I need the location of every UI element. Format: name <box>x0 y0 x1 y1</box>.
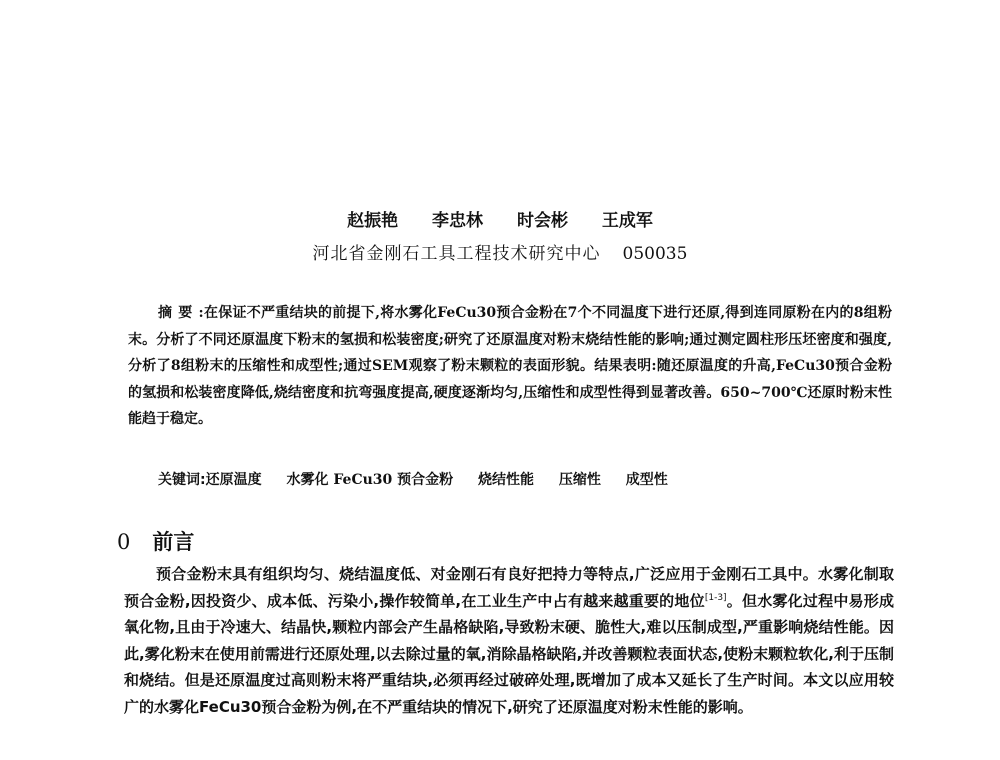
affiliation-name: 河北省金刚石工具工程技术研究中心 <box>312 244 601 264</box>
keywords-label: 关键词: <box>158 472 206 488</box>
abstract <box>128 300 892 433</box>
author-list <box>0 206 1000 231</box>
body-text-part: 预合金粉末具有组织均匀、烧结温度低、对金刚石有良好把持力等特点,广泛应用于金刚石工具中。水雾化制取预合金粉,因投资少、成本低、污染小,操作较简单,在工业生产中占有越来越重要的地位 <box>124 565 894 610</box>
author-name: 赵振艳 <box>347 211 399 231</box>
author-name: 王成军 <box>601 211 653 231</box>
section-title: 前言 <box>152 529 195 554</box>
keyword: 烧结性能 <box>478 472 534 488</box>
keyword: 还原温度 <box>205 472 262 488</box>
author-name: 李忠林 <box>432 211 484 231</box>
body-text-part: 。但水雾化过程中易形成氧化物,且由于冷速大、结晶快,颗粒内部会产生晶格缺陷,导致粉末硬、脆性大,难以压制成型,严重影响烧结性能。因此,雾化粉末在使用前需进行还原处理,以去除过量的氧,消除晶格缺陷,并改善颗粒表面状态,使粉末颗粒软化,利于压制和烧结。但是还原温度过高则粉末将严重结块,必须再经过破碎处理,既增加了成本又延长了生产时间。本文以应用较广的水雾化FeCu30预合金粉为例,在不严重结块的情况下,研究了还原温度对粉末性能的影响。 <box>124 591 894 716</box>
affiliation <box>0 239 1000 264</box>
author-name: 时会彬 <box>516 211 568 231</box>
abstract-label: 摘要 <box>158 305 199 321</box>
keyword: 成型性 <box>625 472 668 488</box>
body-paragraph <box>124 561 894 721</box>
section-heading <box>117 526 194 556</box>
postal-code: 050035 <box>622 244 688 264</box>
keyword: 水雾化 FeCu30 预合金粉 <box>286 472 454 488</box>
section-number: 0 <box>117 530 131 554</box>
citation-ref: [1-3] <box>704 592 727 603</box>
keyword: 压缩性 <box>558 472 601 488</box>
abstract-text: :在保证不严重结块的前提下,将水雾化FeCu30预合金粉在7个不同温度下进行还原,得到连同原粉在内的8组粉末。分析了不同还原温度下粉末的氢损和松装密度;研究了还原温度对粉末烧结性能的影响;通过测定圆柱形压坯密度和强度,分析了8组粉末的压缩性和成型性;通过SEM观察了粉末颗粒的表面形貌。结果表明:随还原温度的升高,FeCu30预合金粉的氢损和松装密度降低,烧结密度和抗弯强度提高,硬度逐渐均匀,压缩性和成型性得到显著改善。650~700℃还原时粉末性能趋于稳定。 <box>128 305 893 427</box>
keywords <box>158 469 688 489</box>
